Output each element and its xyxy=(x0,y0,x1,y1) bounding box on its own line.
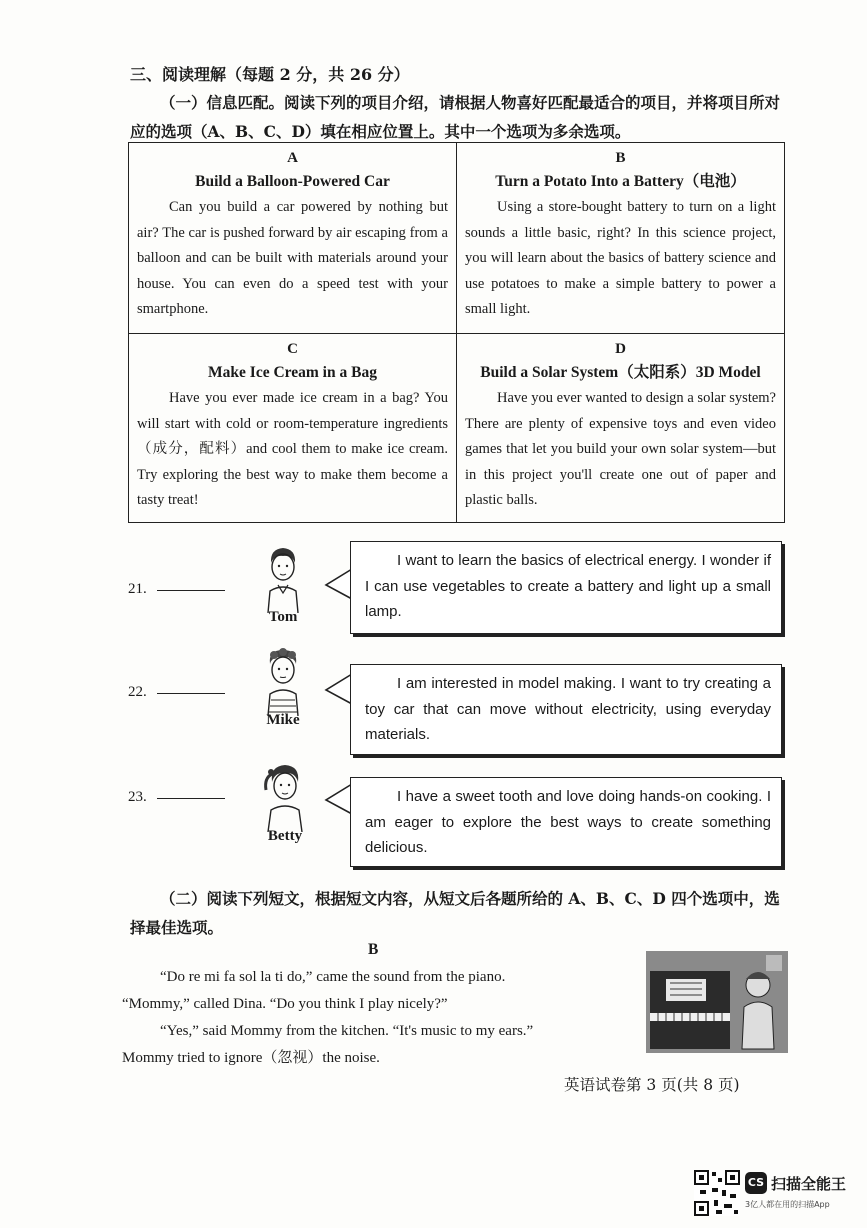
option-title: Make Ice Cream in a Bag xyxy=(208,364,377,381)
passage-letter: B xyxy=(368,941,379,958)
question-number: 23. xyxy=(128,789,147,805)
app-tagline: 3亿人都在用的扫描App xyxy=(745,1200,830,1209)
option-a xyxy=(129,143,457,334)
speech-bubble-21: I want to learn the basics of electrical energy. I wonder if I can use vegetables to create a battery and light up a small lamp. xyxy=(350,541,782,634)
passage-line-2: “Mommy,” called Dina. “Do you think I play nicely?” xyxy=(122,996,448,1012)
passage-line-1: “Do re mi fa sol la ti do,” came the sound from the piano. xyxy=(160,969,506,985)
answer-blank[interactable] xyxy=(157,692,225,694)
camscanner-logo: CS xyxy=(745,1172,767,1194)
option-body: Have you ever made ice cream in a bag? You will start with cold or room-temperature ingredients（成分，配料）and cool them to make ice cream. Try exploring the best way to make them become a tasty treat! xyxy=(137,390,448,508)
option-title: Build a Solar System（太阳系）3D Model xyxy=(480,364,761,381)
person-name: Tom xyxy=(268,609,298,625)
part2-instruction: （二）阅读下列短文，根据短文内容，从短文后各题所给的 A、B、C、D 四个选项中，选择最佳选项。 xyxy=(130,889,780,937)
option-title: Build a Balloon-Powered Car xyxy=(195,173,390,190)
option-letter: C xyxy=(287,341,298,357)
person-name: Betty xyxy=(267,828,303,844)
piano-illustration xyxy=(646,951,788,1053)
person-betty xyxy=(250,760,320,845)
option-c xyxy=(129,334,457,523)
girl-icon xyxy=(258,760,312,832)
option-letter: D xyxy=(615,341,626,357)
question-number: 22. xyxy=(128,684,147,700)
passage-line-4: Mommy tried to ignore（忽视）the noise. xyxy=(122,1050,380,1066)
section-title: 三、阅读理解（每题 2 分，共 26 分） xyxy=(130,65,410,84)
speech-bubble-22: I am interested in model making. I want to try creating a toy car that can move without electricity, using everyday materials. xyxy=(350,664,782,755)
option-body: Using a store-bought battery to turn on a light sounds a little basic, right? In this science project, you will learn about the basics of battery science and use potatoes to make a simple battery to power a small light. xyxy=(465,199,776,317)
speech-bubble-23: I have a sweet tooth and love doing hands-on cooking. I am eager to explore the best ways to create something delicious. xyxy=(350,777,782,867)
option-d xyxy=(457,334,785,523)
answer-blank[interactable] xyxy=(157,589,225,591)
person-tom xyxy=(248,543,318,626)
option-body: Have you ever wanted to design a solar system? There are plenty of expensive toys and even video games that let you build your own solar system—but in this project you'll create one out of paper and plastic balls. xyxy=(465,390,776,508)
answer-blank[interactable] xyxy=(157,797,225,799)
options-table xyxy=(128,142,785,523)
passage-line-3: “Yes,” said Mommy from the kitchen. “It's music to my ears.” xyxy=(160,1023,534,1039)
question-21 xyxy=(128,581,225,598)
question-23 xyxy=(128,789,225,806)
app-name: 扫描全能王 xyxy=(771,1175,847,1193)
option-b xyxy=(457,143,785,334)
qr-code-icon xyxy=(694,1170,740,1216)
person-mike xyxy=(248,646,318,729)
question-22 xyxy=(128,684,225,701)
part1-instruction: （一）信息匹配。阅读下列的项目介绍，请根据人物喜好匹配最适合的项目，并将项目所对应的选项（A、B、C、D）填在相应位置上。其中一个选项为多余选项。 xyxy=(130,93,781,141)
boy-icon xyxy=(258,543,308,613)
option-body: Can you build a car powered by nothing but air? The car is pushed forward by air escaping from a balloon and can be built with materials around your house. You can even do a speed test with your smartphone. xyxy=(137,199,448,317)
person-name: Mike xyxy=(266,712,300,728)
page-footer: 英语试卷第 3 页(共 8 页) xyxy=(564,1076,740,1094)
option-title: Turn a Potato Into a Battery（电池） xyxy=(495,173,746,190)
option-letter: B xyxy=(615,150,626,166)
boy-curly-icon xyxy=(258,646,308,716)
option-letter: A xyxy=(287,150,298,166)
question-number: 21. xyxy=(128,581,147,597)
